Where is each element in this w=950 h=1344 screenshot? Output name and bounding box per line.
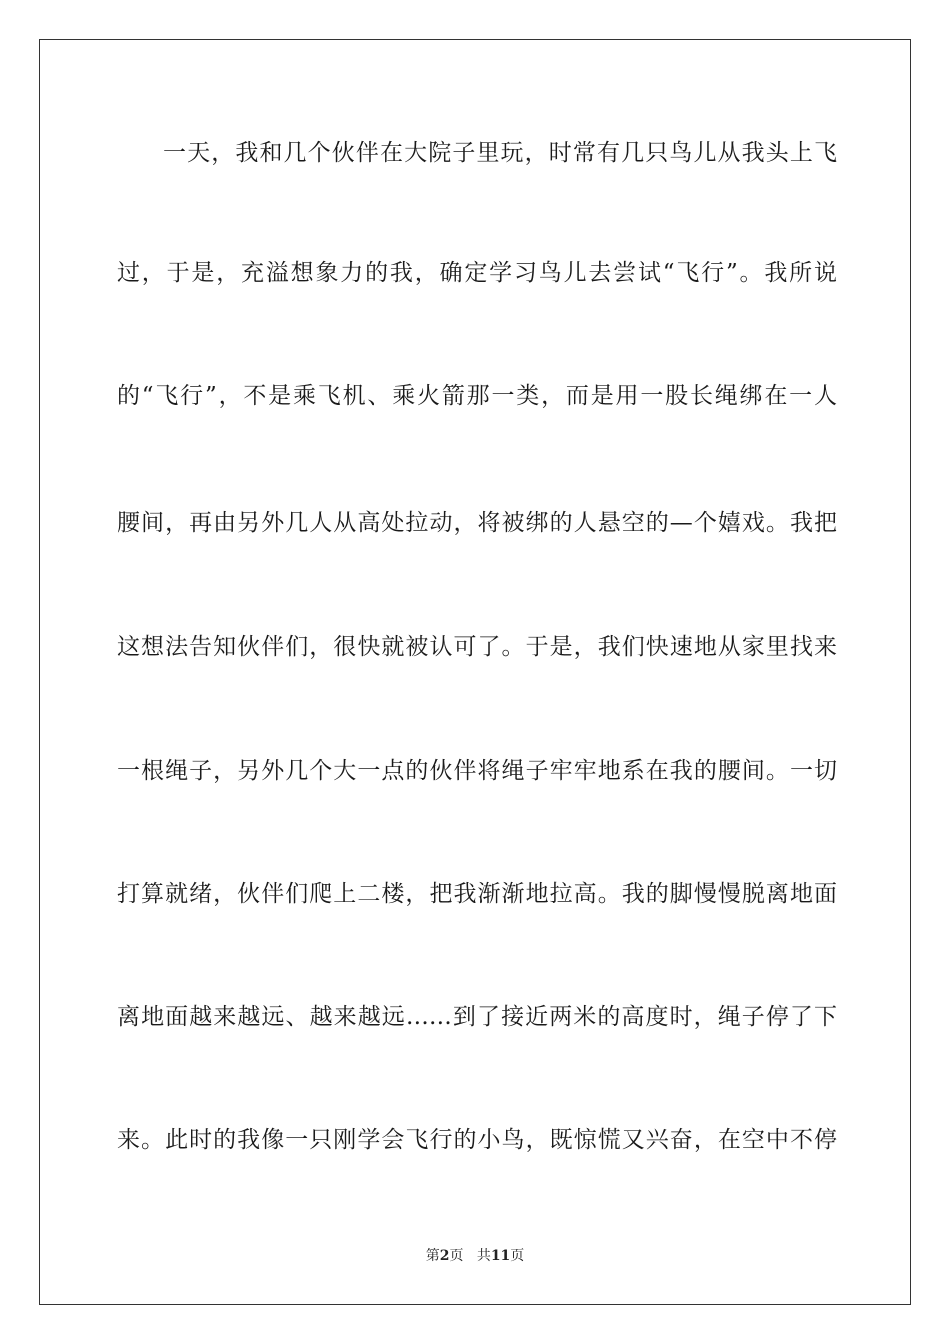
page-footer	[0, 1246, 950, 1266]
page-border	[39, 39, 911, 1305]
text-line: 这想法告知伙伴们，很快就被认可了。于是，我们快速地从家里找来	[117, 634, 837, 660]
total-pages: 11	[490, 1248, 511, 1264]
text-line: 打算就绪，伙伴们爬上二楼，把我渐渐地拉高。我的脚慢慢脱离地面	[117, 881, 837, 907]
page-suffix: 页	[449, 1248, 464, 1264]
page-number: 2	[439, 1248, 450, 1264]
text-line: 来。此时的我像一只刚学会飞行的小鸟，既惊慌又兴奋，在空中不停	[117, 1127, 837, 1153]
total-prefix: 共	[476, 1248, 491, 1264]
text-line: 离地面越来越远、越来越远……到了接近两米的高度时，绳子停了下	[117, 1004, 837, 1030]
text-line: 一根绳子，另外几个大一点的伙伴将绳子牢牢地系在我的腰间。一切	[117, 758, 837, 784]
total-suffix: 页	[510, 1248, 525, 1264]
text-line: 过，于是，充溢想象力的我，确定学习鸟儿去尝试“飞行”。我所说	[117, 260, 837, 286]
page-prefix: 第	[425, 1248, 440, 1264]
text-line: 一天，我和几个伙伴在大院子里玩，时常有几只鸟儿从我头上飞	[163, 140, 837, 166]
text-line: 腰间，再由另外几人从高处拉动，将被绑的人悬空的—个嬉戏。我把	[117, 510, 837, 536]
text-line: 的“飞行”，不是乘飞机、乘火箭那一类，而是用一股长绳绑在一人	[117, 383, 837, 409]
